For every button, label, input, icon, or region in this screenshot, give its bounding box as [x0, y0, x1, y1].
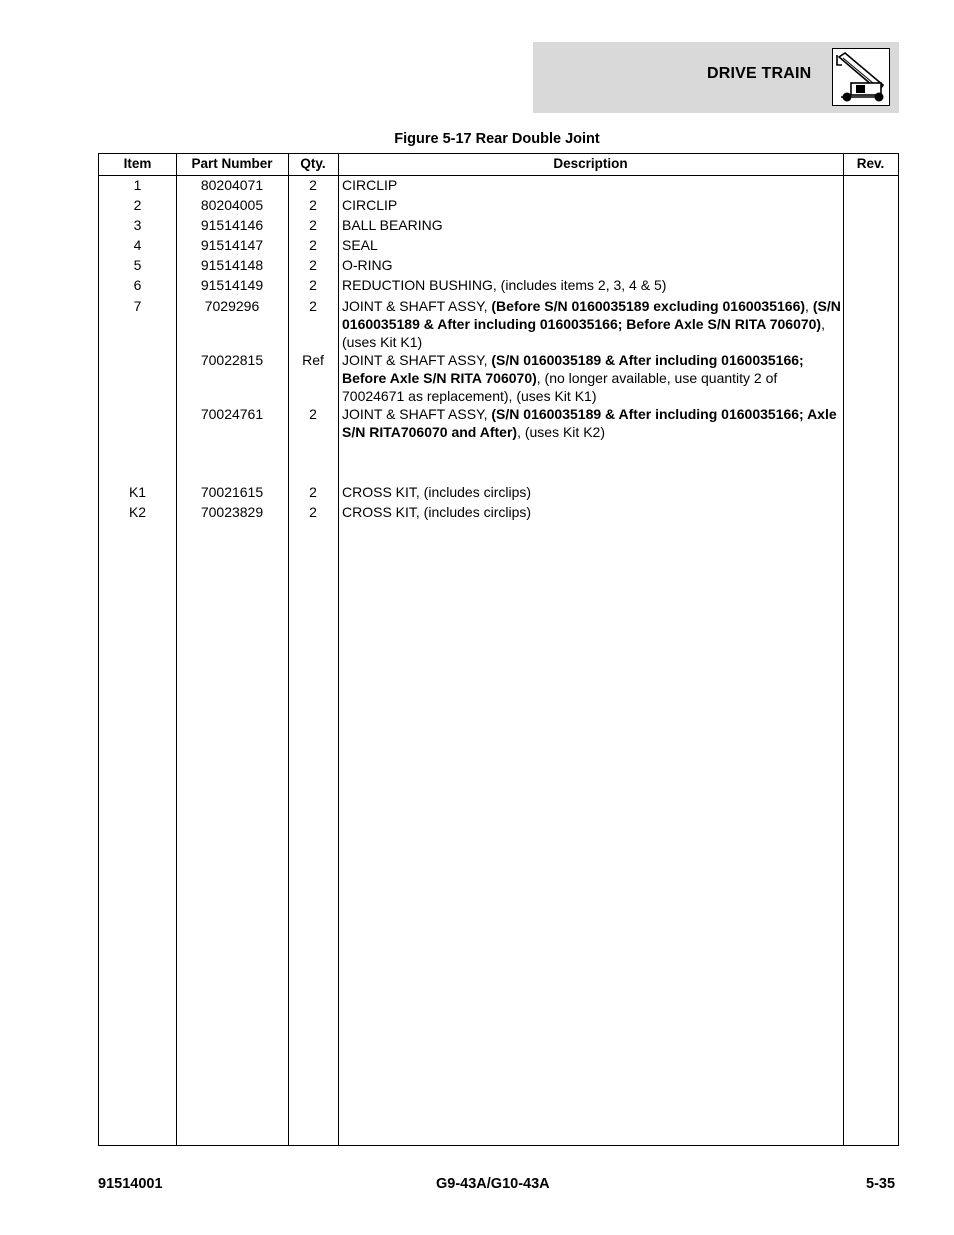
row-description [342, 276, 842, 294]
row-description [342, 503, 842, 521]
footer-page-number: 5-35 [866, 1176, 896, 1192]
row-description [342, 216, 842, 234]
row-description [342, 176, 842, 194]
row-item-number: 2 [133, 197, 142, 213]
row-part-number: 70023829 [200, 504, 264, 520]
description-segment: , (uses Kit K2) [517, 424, 605, 440]
row-description [342, 256, 842, 274]
row-description [342, 196, 842, 214]
row-item-number: 3 [133, 217, 142, 233]
row-item-number: 4 [133, 237, 142, 253]
row-description [342, 351, 842, 405]
description-segment: , [805, 298, 813, 314]
row-quantity: 2 [309, 237, 317, 253]
row-quantity: 2 [309, 217, 317, 233]
row-part-number: 70022815 [200, 352, 264, 368]
description-segment: CIRCLIP [342, 197, 398, 213]
row-description [342, 236, 842, 254]
column-header-qty: Qty. [300, 156, 326, 171]
row-quantity: 2 [309, 406, 317, 422]
footer-model: G9-43A/G10-43A [436, 1176, 550, 1192]
description-segment: (S/N 0160035189 & After including 0160035166; Axle S/N RITA706070 and After) [342, 406, 837, 440]
row-part-number: 70024761 [200, 406, 264, 422]
row-part-number: 91514146 [200, 217, 264, 233]
description-segment: BALL BEARING [342, 217, 443, 233]
description-segment: , (no longer available, use quantity 2 of 70024671 as replacement), (uses Kit K1) [342, 370, 778, 404]
row-part-number: 91514147 [200, 237, 264, 253]
row-item-number: K1 [128, 484, 147, 500]
row-quantity: 2 [309, 177, 317, 193]
description-segment: CIRCLIP [342, 177, 398, 193]
description-segment: SEAL [342, 237, 378, 253]
description-segment: (Before S/N 0160035189 excluding 0160035166) [491, 298, 806, 314]
row-quantity: Ref [302, 352, 324, 368]
row-item-number: 7 [133, 298, 142, 314]
row-part-number: 80204005 [200, 197, 264, 213]
row-part-number: 70021615 [200, 484, 264, 500]
row-item-number: 5 [133, 257, 142, 273]
row-quantity: 2 [309, 484, 317, 500]
description-segment: JOINT & SHAFT ASSY, [342, 352, 492, 368]
description-segment: REDUCTION BUSHING, (includes items 2, 3, 4 & 5) [342, 277, 667, 293]
description-segment: JOINT & SHAFT ASSY, [342, 406, 492, 422]
row-quantity: 2 [309, 197, 317, 213]
column-header-rev: Rev. [856, 156, 885, 171]
description-segment: , (uses Kit K1) [342, 316, 825, 350]
column-header-part-number: Part Number [191, 156, 273, 171]
row-item-number: 1 [133, 177, 142, 193]
row-description [342, 483, 842, 501]
row-item-number: K2 [128, 504, 147, 520]
row-quantity: 2 [309, 277, 317, 293]
row-quantity: 2 [309, 257, 317, 273]
description-segment: CROSS KIT, (includes circlips) [342, 504, 532, 520]
telehandler-icon [832, 48, 890, 106]
row-quantity: 2 [309, 504, 317, 520]
description-segment: O-RING [342, 257, 393, 273]
figure-title: Figure 5-17 Rear Double Joint [394, 131, 600, 147]
description-segment: CROSS KIT, (includes circlips) [342, 484, 532, 500]
row-part-number: 91514148 [200, 257, 264, 273]
description-segment: (S/N 0160035189 & After including 0160035166; Before Axle S/N RITA 706070) [342, 352, 804, 386]
footer-manual-number: 91514001 [98, 1176, 163, 1192]
row-part-number: 7029296 [204, 298, 260, 314]
description-segment: (S/N 0160035189 & After including 0160035166; Before Axle S/N RITA 706070) [342, 298, 841, 332]
description-segment: JOINT & SHAFT ASSY, [342, 298, 492, 314]
row-part-number: 91514149 [200, 277, 264, 293]
row-description [342, 405, 842, 441]
row-part-number: 80204071 [200, 177, 264, 193]
column-header-description: Description [553, 156, 628, 171]
row-quantity: 2 [309, 298, 317, 314]
column-header-item: Item [123, 156, 152, 171]
section-title: DRIVE TRAIN [707, 65, 812, 82]
row-item-number: 6 [133, 277, 142, 293]
parts-table [98, 153, 899, 1146]
row-description [342, 297, 842, 351]
